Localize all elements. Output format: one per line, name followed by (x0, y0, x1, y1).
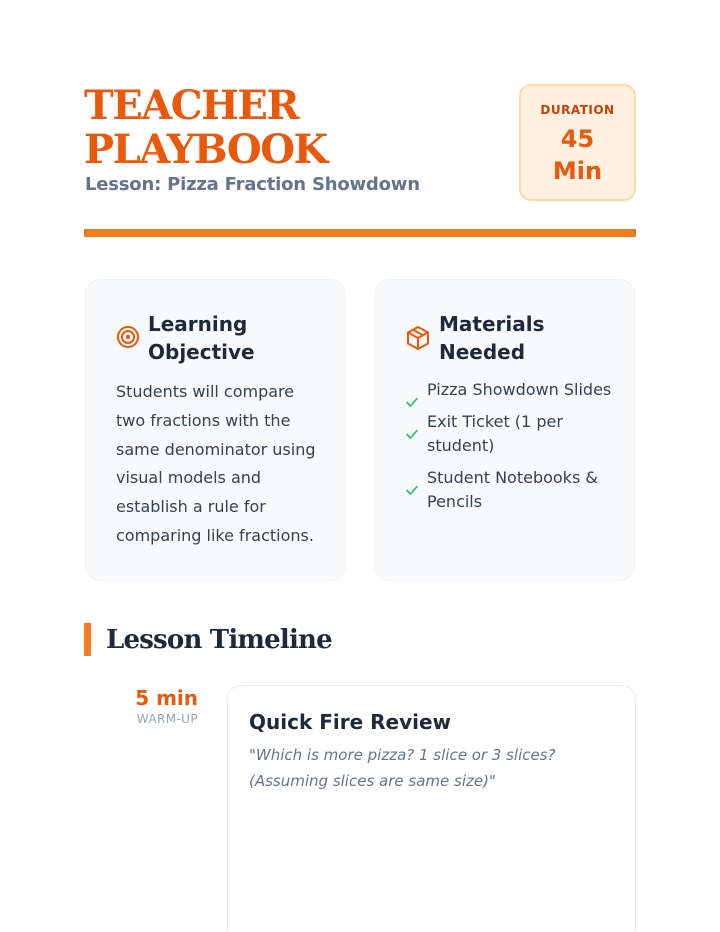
check-icon (405, 392, 419, 406)
material-text: Student Notebooks & Pencils (427, 468, 598, 511)
list-item (405, 378, 620, 402)
timeline-card-quote: "Which is more pizza? 1 slice or 3 slices? (Assuming slices are same size)" (249, 746, 556, 790)
material-text: Exit Ticket (1 per student) (427, 412, 563, 455)
list-item (405, 466, 620, 514)
duration-unit: Min (552, 157, 603, 185)
materials-list (405, 378, 620, 522)
duration-badge (519, 84, 636, 201)
check-icon (405, 424, 419, 438)
header (84, 84, 636, 204)
duration-label: DURATION (540, 103, 615, 117)
box-icon (405, 325, 431, 351)
title-line-2: PLAYBOOK (84, 126, 327, 173)
material-text: Pizza Showdown Slides (427, 380, 612, 399)
objective-header (116, 310, 325, 370)
timeline-heading: Lesson Timeline (106, 625, 332, 655)
timeline-duration: 5 min (135, 686, 198, 710)
objective-heading (148, 310, 338, 366)
objective-heading-line-2: Objective (148, 340, 255, 364)
timeline-card-title: Quick Fire Review (249, 710, 452, 734)
target-icon (116, 325, 142, 351)
timeline-phase: WARM-UP (136, 712, 198, 726)
materials-header (405, 310, 614, 370)
title-line-1: TEACHER (84, 82, 299, 129)
duration-value (521, 123, 634, 187)
duration-number: 45 (560, 125, 595, 153)
objective-card (85, 279, 346, 581)
objective-text: Students will compare two fractions with the same denominator using visual models and establish a rule for comparing like fractions. (116, 382, 316, 545)
list-item (405, 410, 620, 458)
materials-heading (439, 310, 629, 366)
check-icon (405, 480, 419, 494)
objective-heading-line-1: Learning (148, 312, 248, 336)
timeline-card (227, 685, 636, 932)
section-accent-bar (84, 623, 91, 656)
header-divider (84, 229, 636, 237)
materials-heading-line-2: Needed (439, 340, 526, 364)
timeline-time (100, 686, 198, 726)
materials-card (374, 279, 635, 581)
materials-heading-line-1: Materials (439, 312, 545, 336)
lesson-subtitle: Lesson: Pizza Fraction Showdown (85, 174, 420, 195)
